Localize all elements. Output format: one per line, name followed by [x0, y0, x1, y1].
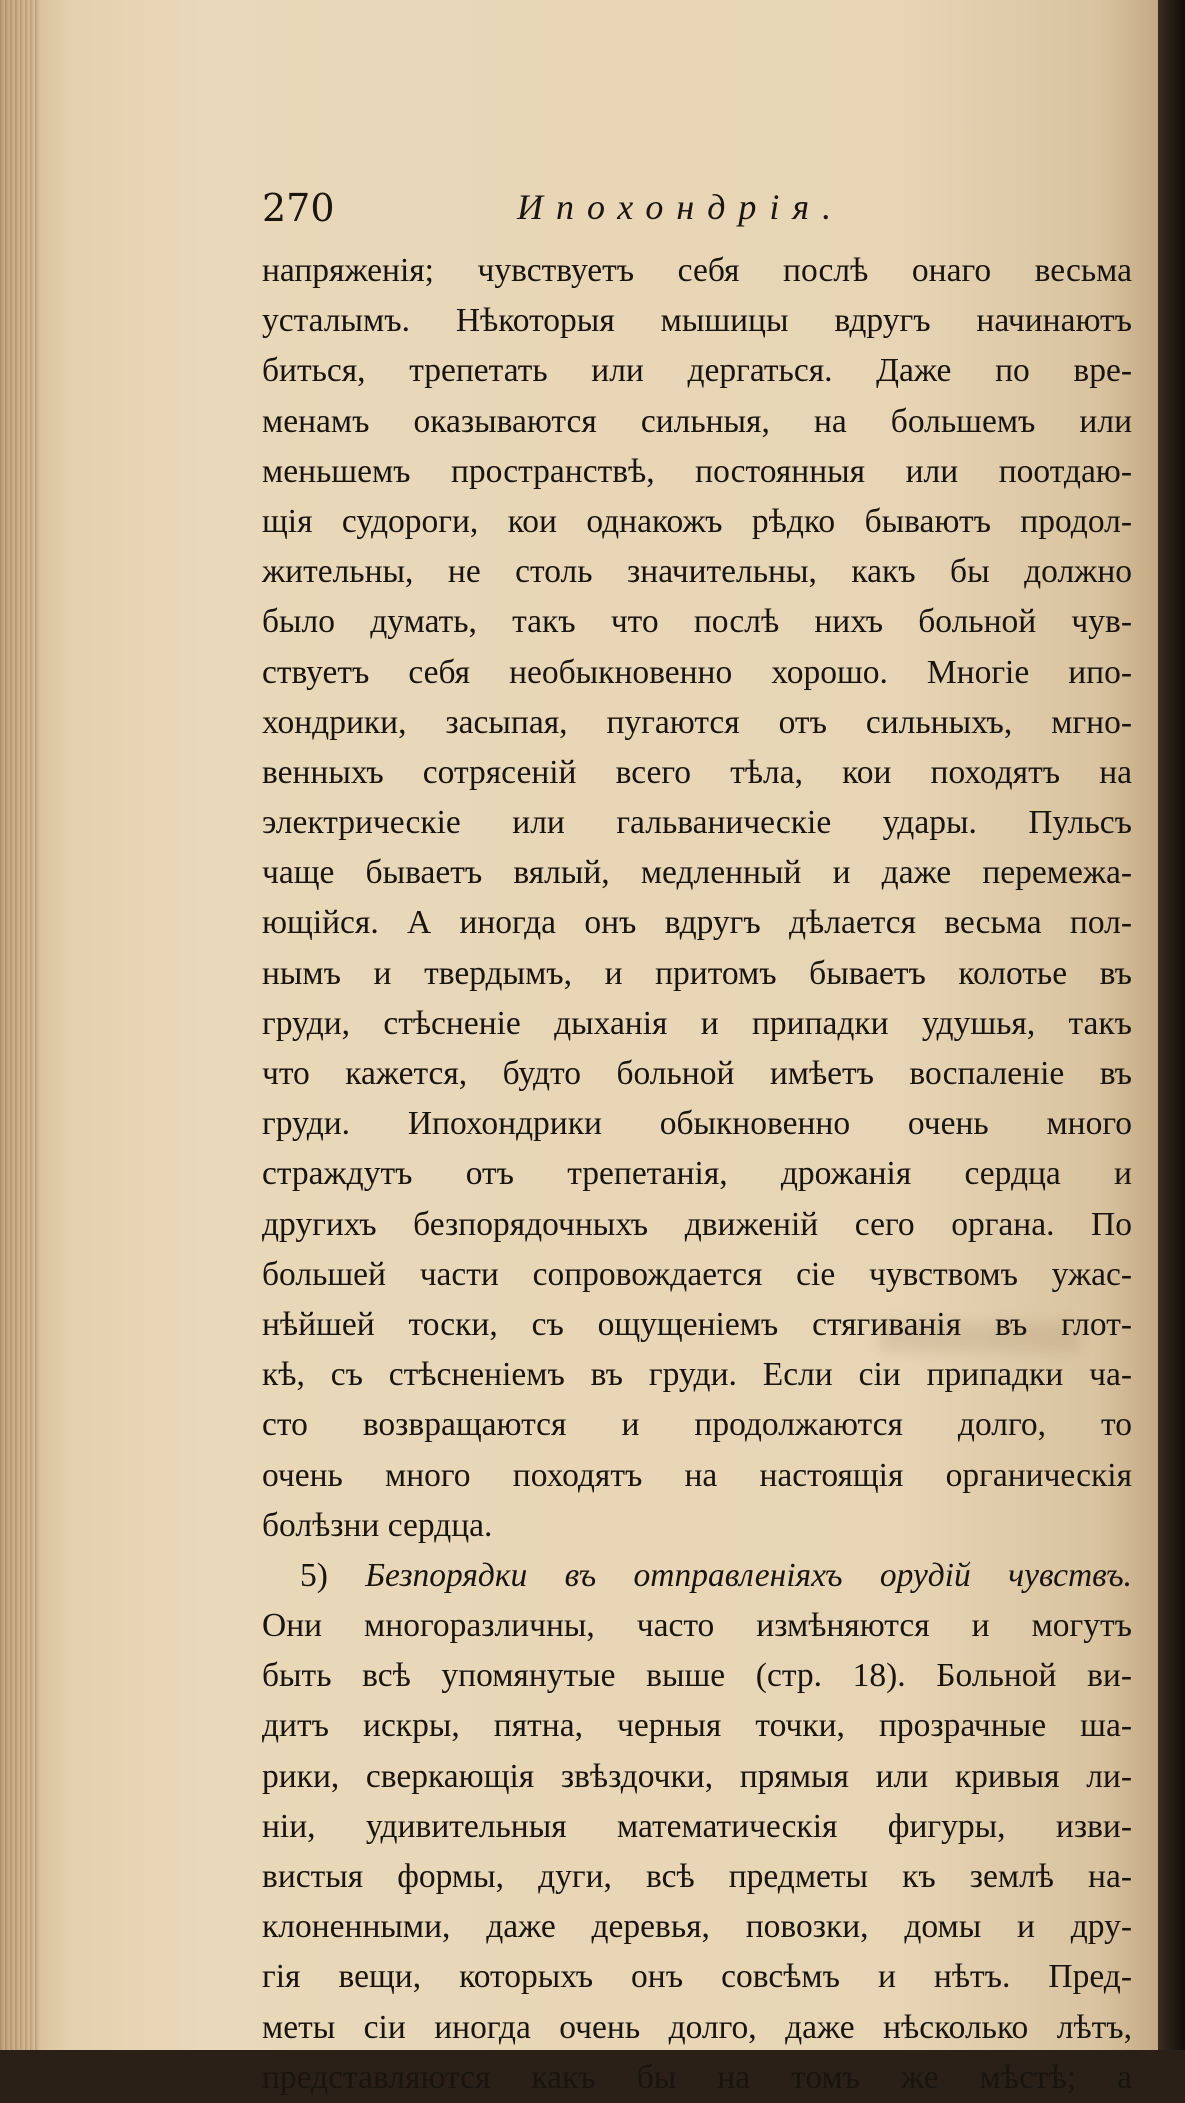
text-line: ствуетъ себя необыкновенно хорошо. Многіе ипо-	[262, 653, 1132, 691]
text-line: нѣйшей тоски, съ ощущеніемъ стягиванія въ глот-	[262, 1305, 1132, 1343]
page-text	[262, 246, 1132, 2103]
text-line: меньшемъ пространствѣ, постоянныя или поотдаю-	[262, 452, 1132, 490]
binding-shadow	[1158, 0, 1185, 2050]
text-line: что кажется, будто больной имѣетъ воспаленіе въ	[262, 1055, 1132, 1092]
text-line: дитъ искры, пятна, черныя точки, прозрачные ша-	[262, 1707, 1132, 1745]
text-line: хондрики, засыпая, пугаются отъ сильныхъ, мгно-	[262, 703, 1132, 741]
section-number: 5)	[300, 1556, 328, 1594]
text-line: рики, сверкающія звѣздочки, прямыя или кривыя ли-	[262, 1757, 1132, 1795]
text-line: ющійся. А иногда онъ вдругъ дѣлается весьма пол-	[262, 904, 1132, 942]
text-line: представляются какъ бы на томъ же мѣстѣ; а	[262, 2058, 1132, 2096]
text-line: другихъ безпорядочныхъ движеній сего органа. По	[262, 1205, 1132, 1243]
text-line: клоненными, даже деревья, повозки, домы и дру-	[262, 1908, 1132, 1946]
page-edge-stack	[0, 0, 40, 2050]
text-line: нымъ и твердымъ, и притомъ бываетъ колотье въ	[262, 954, 1132, 992]
text-line: было думать, такъ что послѣ нихъ больной чув-	[262, 603, 1132, 641]
running-title: Ипохондрія.	[517, 187, 845, 227]
text-line: большей части сопровождается сіе чувствомъ ужас-	[262, 1255, 1132, 1293]
text-line: вистыя формы, дуги, всѣ предметы къ землѣ на-	[262, 1858, 1132, 1895]
text-line: менамъ оказываются сильныя, на большемъ или	[262, 402, 1132, 440]
text-line: кѣ, съ стѣсненіемъ въ груди. Если сіи припадки ча-	[262, 1356, 1132, 1394]
text-line: Они многоразличны, часто измѣняются и могутъ	[262, 1607, 1132, 1645]
section-heading	[262, 1551, 1132, 1601]
text-line: сто возвращаются и продолжаются долго, то	[262, 1406, 1132, 1444]
text-line: усталымъ. Нѣкоторыя мышицы вдругъ начинаютъ	[262, 302, 1132, 340]
text-line: напряженія; чувствуетъ себя послѣ онаго весьма	[262, 252, 1132, 289]
text-line: гія вещи, которыхъ онъ совсѣмъ и нѣтъ. Пред-	[262, 1958, 1132, 1996]
text-line: венныхъ сотрясеній всего тѣла, кои походятъ на	[262, 753, 1132, 791]
text-line: электрическіе или гальваническіе удары. Пульсъ	[262, 804, 1132, 842]
text-line: груди. Ипохондрики обыкновенно очень много	[262, 1105, 1132, 1143]
page-number: 270	[262, 186, 335, 230]
text-line: биться, трепетать или дергаться. Даже по вре-	[262, 352, 1132, 390]
text-line: щія судороги, кои однакожъ рѣдко бываютъ продол-	[262, 502, 1132, 540]
text-line: очень много походятъ на настоящія органическія	[262, 1456, 1132, 1494]
text-line: жительны, не столь значительны, какъ бы должно	[262, 553, 1132, 591]
text-line: чаще бываетъ вялый, медленный и даже перемежа-	[262, 854, 1132, 892]
section-title: Безпорядки въ отправленіяхъ орудій чувствъ.	[365, 1556, 1132, 1594]
text-line: страждутъ отъ трепетанія, дрожанія сердца и	[262, 1155, 1132, 1193]
page-header	[262, 180, 1132, 232]
text-line: ніи, удивительныя математическія фигуры, изви-	[262, 1807, 1132, 1845]
text-line: меты сіи иногда очень долго, даже нѣсколько лѣтъ,	[262, 2008, 1132, 2046]
text-line: болѣзни сердца.	[262, 1506, 493, 1544]
text-line: быть всѣ упомянутые выше (стр. 18). Больной ви-	[262, 1657, 1132, 1695]
text-line: груди, стѣсненіе дыханія и припадки удушья, такъ	[262, 1004, 1132, 1042]
